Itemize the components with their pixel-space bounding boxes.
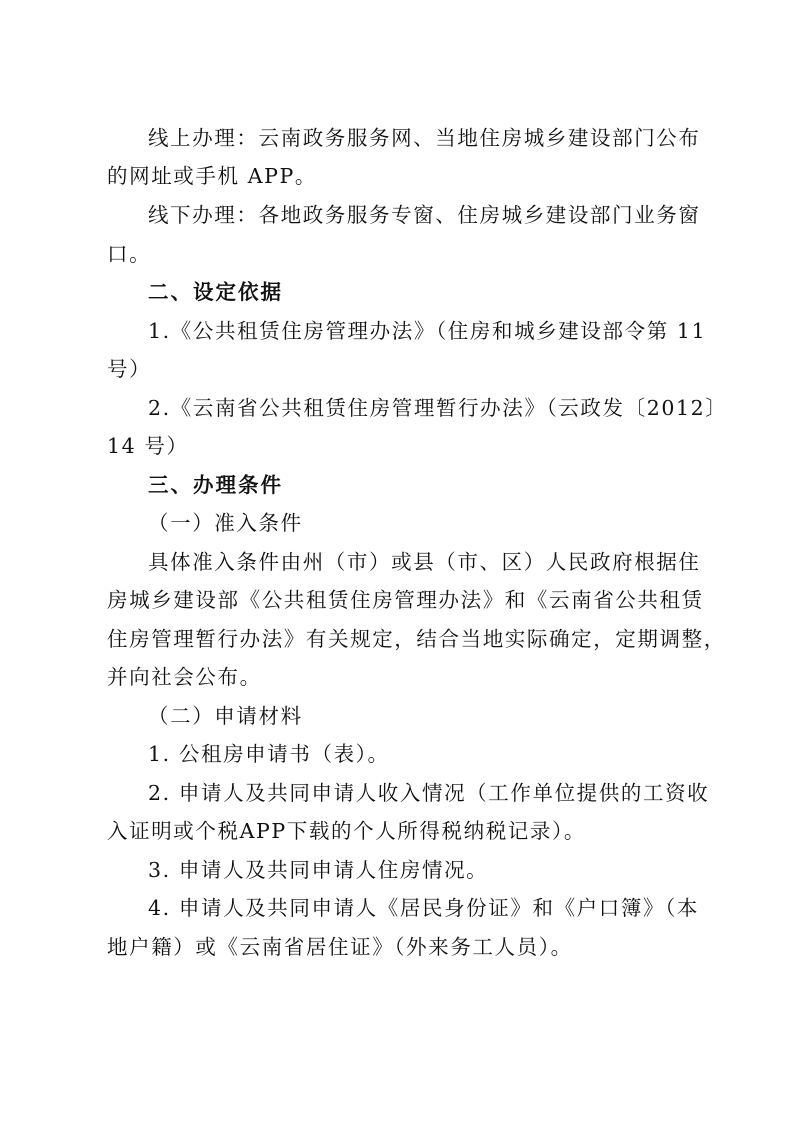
list-item: 3. 申请人及共同申请人住房情况。 xyxy=(148,858,489,882)
paragraph-line: 1.《公共租赁住房管理办法》（住房和城乡建设部令第 11 xyxy=(148,319,707,343)
paragraph-line: 房城乡建设部《公共租赁住房管理办法》和《云南省公共租赁 xyxy=(107,588,704,612)
paragraph-line: 住房管理暂行办法》有关规定，结合当地实际确定，定期调整， xyxy=(107,627,726,651)
subsection-heading: （二）申请材料 xyxy=(148,704,303,728)
paragraph-line: 线下办理：各地政务服务专窗、住房城乡建设部门业务窗 xyxy=(148,203,701,227)
paragraph-line: 具体准入条件由州（市）或县（市、区）人民政府根据住 xyxy=(148,550,701,574)
paragraph-line: 14 号） xyxy=(107,434,189,458)
section-heading: 二、设定依据 xyxy=(148,280,283,304)
section-heading: 三、办理条件 xyxy=(148,473,283,497)
list-item: 4. 申请人及共同申请人《居民身份证》和《户口簿》（本 xyxy=(148,896,700,920)
paragraph-line: 地户籍）或《云南省居住证》（外来务工人员）。 xyxy=(107,935,573,959)
paragraph-line: 2.《云南省公共租赁住房管理暂行办法》（云政发〔2012〕 xyxy=(148,396,728,420)
list-item: 2. 申请人及共同申请人收入情况（工作单位提供的工资收 xyxy=(148,781,710,805)
paragraph-line: 线上办理：云南政务服务网、当地住房城乡建设部门公布 xyxy=(148,126,701,150)
paragraph-line: 的网址或手机 APP。 xyxy=(107,164,318,188)
paragraph-line: 入证明或个税APP下载的个人所得税纳税记录）。 xyxy=(107,819,586,843)
paragraph-line: 并向社会公布。 xyxy=(107,665,262,689)
subsection-heading: （一）准入条件 xyxy=(148,511,303,535)
list-item: 1. 公租房申请书（表）。 xyxy=(148,742,390,766)
paragraph-line: 口。 xyxy=(107,242,152,266)
paragraph-line: 号） xyxy=(107,357,152,381)
